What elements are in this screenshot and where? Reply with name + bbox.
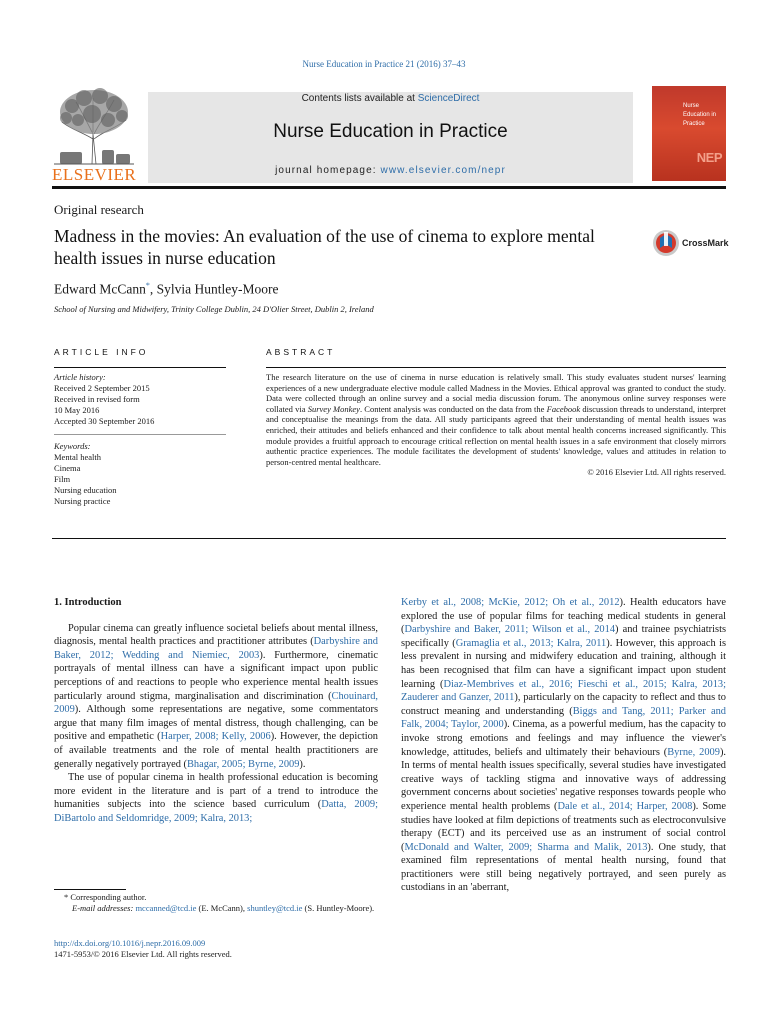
- doi-link[interactable]: http://dx.doi.org/10.1016/j.nepr.2016.09.009: [54, 938, 206, 948]
- body-text: ). Health educators have explored the use of popular films for teaching medical students in general (: [401, 597, 726, 636]
- footnote-rule: [54, 889, 126, 890]
- author-separator: ,: [149, 281, 157, 297]
- body-text: ). One study, that examined film representations of mental health nursing, found that practitioners were still being negatively portrayed, and seen purely as custodians in an 'aberrant,: [401, 841, 726, 894]
- abstract-text: discussion threads to understand, interpret and conceptualise the meanings from the data. All study participants agreed that their understanding of mental health issues was enriched, their attitudes and beliefs enhanced and their confidence to talk about mental health concerns increased significantly. This module provides a fruitful approach to encourage critical reflection on mental health issues in a safe environment that closely mirrors authentic practice experiences. The module facilitates the development of students' knowledge, values and attitudes in relation to person-centred mental healthcare.: [266, 403, 726, 467]
- citation-link[interactable]: Harper, 2008; Kelly, 2006: [160, 731, 271, 743]
- affiliation: School of Nursing and Midwifery, Trinity College Dublin, 24 D'Olier Street, Dublin 2, Ireland: [54, 304, 374, 314]
- keywords: [54, 441, 226, 507]
- journal-homepage-link[interactable]: www.elsevier.com/nepr: [380, 165, 506, 176]
- journal-homepage-line: [148, 165, 633, 176]
- body-text: ). Some studies have looked at film depictions of treatments such as electroconvulsive therapy (ECT) and its perceived use as an instrument of social control (: [401, 800, 726, 853]
- crossmark-badge[interactable]: [652, 228, 732, 260]
- abstract-text: Facebook: [546, 403, 581, 414]
- abstract-heading: ABSTRACT: [266, 347, 336, 357]
- email-owner: (E. McCann),: [196, 903, 248, 913]
- body-paragraph: [54, 622, 378, 772]
- body-text: ). Furthermore, cinematic portrayals of mental illness can have a significant impact upon public perceptions of and reactions to people who experience mental health issues particularly around stigma, marginalisation and discrimination (: [54, 649, 378, 702]
- abstract-rule: [266, 367, 726, 368]
- doi-block: [54, 938, 378, 960]
- journal-cover-thumbnail[interactable]: [652, 86, 726, 181]
- body-text: ), particularly on the capacity to reflect and thus to construct meaning and understanding (: [401, 692, 726, 717]
- cover-mark: NEP: [696, 150, 722, 165]
- contents-prefix: Contents lists available at: [301, 93, 418, 104]
- running-head[interactable]: [0, 59, 768, 69]
- homepage-prefix: journal homepage:: [275, 165, 381, 176]
- header-rule: [52, 186, 726, 189]
- body-text: ). Cinema, as a powerful medium, has the capacity to invoke strong emotions and feelings and may influence the viewer's knowledge, attitudes, beliefs and ultimately their behaviours (: [401, 719, 726, 758]
- contents-line: [148, 93, 633, 104]
- citation-link[interactable]: Datta, 2009; DiBartolo and Seldomridge, 2009; Kalra, 2013;: [54, 799, 379, 824]
- body-text: ).: [299, 758, 306, 770]
- article-history: [54, 372, 226, 427]
- abstract-text: Survey Monkey: [307, 403, 360, 414]
- body-column-left: [54, 596, 378, 826]
- article-title: Madness in the movies: An evaluation of the use of cinema to explore mental health issues in nurse education: [54, 226, 595, 268]
- abstract-text: The research literature on the use of cinema in nurse education is relatively small. This study evaluates student nurses' learning experiences of a new undergraduate elective module called Madness in the Movies. Ethical approval was granted to conduct the study. Data were collected through an online survey and a social media discussion forum. The anonymous online survey responses were collated via: [266, 372, 726, 414]
- cover-title: Nurse Education in Practice: [683, 103, 717, 127]
- article-info-divider: [54, 434, 226, 435]
- front-matter-rule: [52, 538, 726, 539]
- email-label: E-mail addresses:: [72, 903, 134, 913]
- email-note: [54, 903, 378, 914]
- citation-link[interactable]: Dale et al., 2014; Harper, 2008: [557, 800, 693, 812]
- email-link[interactable]: shuntley@tcd.ie: [247, 903, 303, 913]
- body-text: ). In terms of mental health issues specifically, several studies have investigated creative ways of tackling stigma and innovative ways of addressing government concerns about societies' negative responses towards people who experience mental health problems (: [401, 746, 726, 812]
- citation-link[interactable]: Darbyshire and Baker, 2011; Wilson et al., 2014: [404, 624, 616, 636]
- footnote: [54, 892, 378, 914]
- body-text: Popular cinema can greatly influence societal beliefs about mental illness, diagnosis, mental health practices and practitioner attributes (: [54, 622, 378, 648]
- crossmark-icon: [652, 228, 680, 258]
- history-label: Article history:: [54, 372, 106, 382]
- citation-link[interactable]: Kerby et al., 2008; McKie, 2012; Oh et al., 2012: [401, 597, 620, 608]
- citation-link[interactable]: Gramaglia et al., 2013; Kalra, 2011: [455, 637, 607, 649]
- body-text: ). However, this approach is less prevalent in nursing and midwifery education and training, although it has been recognised that film can have a significant impact upon student learning (: [401, 637, 726, 690]
- elsevier-wordmark: ELSEVIER: [52, 165, 137, 184]
- email-owner: (S. Huntley-Moore).: [302, 903, 375, 913]
- footnote-corresponding: Corresponding author.: [70, 892, 147, 902]
- body-column-right: [401, 596, 726, 895]
- sciencedirect-link[interactable]: ScienceDirect: [417, 93, 480, 104]
- keyword: Mental health: [54, 452, 101, 462]
- email-link[interactable]: mccanned@tcd.ie: [135, 903, 197, 913]
- body-text: ) and trainee psychiatrists specifically (: [401, 624, 726, 649]
- body-text: The use of popular cinema in health professional education is becoming more evident in the literature and is part of a trend to introduce the humanities subjects into the science based curriculum (: [54, 772, 378, 811]
- citation-link[interactable]: Biggs and Tang, 2011; Parker and Falk, 2004; Taylor, 2000: [401, 705, 726, 731]
- author-name: Edward McCann: [54, 281, 146, 297]
- body-paragraph: [401, 596, 726, 895]
- corresponding-author-note: [54, 892, 378, 903]
- article-info-rule: [54, 367, 226, 368]
- body-text: ). Although some representations are negative, some commentators argue that many film images of mental distress, though challenging, can be positive and empathetic (: [54, 704, 378, 743]
- citation-link[interactable]: McDonald and Walter, 2009; Sharma and Malik, 2013: [404, 841, 648, 853]
- citation-link[interactable]: Chouinard, 2009: [54, 690, 378, 716]
- corresponding-author-mark[interactable]: *: [145, 281, 150, 290]
- abstract-body: [266, 372, 726, 478]
- elsevier-tree-icon: [52, 84, 136, 166]
- citation-link[interactable]: Diaz-Membrives et al., 2016; Fieschi et al., 2015; Kalra, 2013; Zauderer and Ganzer, 2011: [401, 678, 727, 704]
- keyword: Nursing education: [54, 485, 117, 495]
- history-entry: Accepted 30 September 2016: [54, 416, 155, 426]
- citation-link[interactable]: Bhagar, 2005; Byrne, 2009: [187, 758, 300, 770]
- issn-line: 1471-5953/© 2016 Elsevier Ltd. All rights reserved.: [54, 949, 232, 959]
- history-entry: Received 2 September 2015: [54, 383, 150, 393]
- citation-link[interactable]: Byrne, 2009: [667, 746, 720, 758]
- history-entry: 10 May 2016: [54, 405, 100, 415]
- footnote-mark: *: [64, 892, 69, 902]
- author-list: [54, 281, 278, 298]
- abstract-copyright: © 2016 Elsevier Ltd. All rights reserved.: [587, 467, 726, 478]
- abstract-text: . Content analysis was conducted on the data from the: [359, 403, 547, 414]
- history-entry: Received in revised form: [54, 394, 140, 404]
- keywords-label: Keywords:: [54, 441, 91, 451]
- body-paragraph: [54, 771, 378, 825]
- article-info-heading: ARTICLE INFO: [54, 347, 149, 357]
- elsevier-logo: [52, 84, 136, 184]
- body-text: ). However, the depiction of available treatments and the role of mental health practitioners are generally negatively portrayed (: [54, 731, 378, 770]
- keyword: Cinema: [54, 463, 81, 473]
- article-type: Original research: [54, 202, 144, 217]
- author-name: Sylvia Huntley-Moore: [156, 281, 279, 297]
- keyword: Nursing practice: [54, 496, 111, 506]
- crossmark-label: CrossMark: [682, 238, 729, 248]
- running-head-link[interactable]: Nurse Education in Practice 21 (2016) 37–43: [302, 59, 466, 69]
- keyword: Film: [54, 474, 71, 484]
- section-heading: 1. Introduction: [54, 597, 122, 608]
- citation-link[interactable]: Darbyshire and Baker, 2012; Wedding and Niemiec, 2003: [54, 636, 378, 661]
- journal-name: Nurse Education in Practice: [273, 121, 508, 142]
